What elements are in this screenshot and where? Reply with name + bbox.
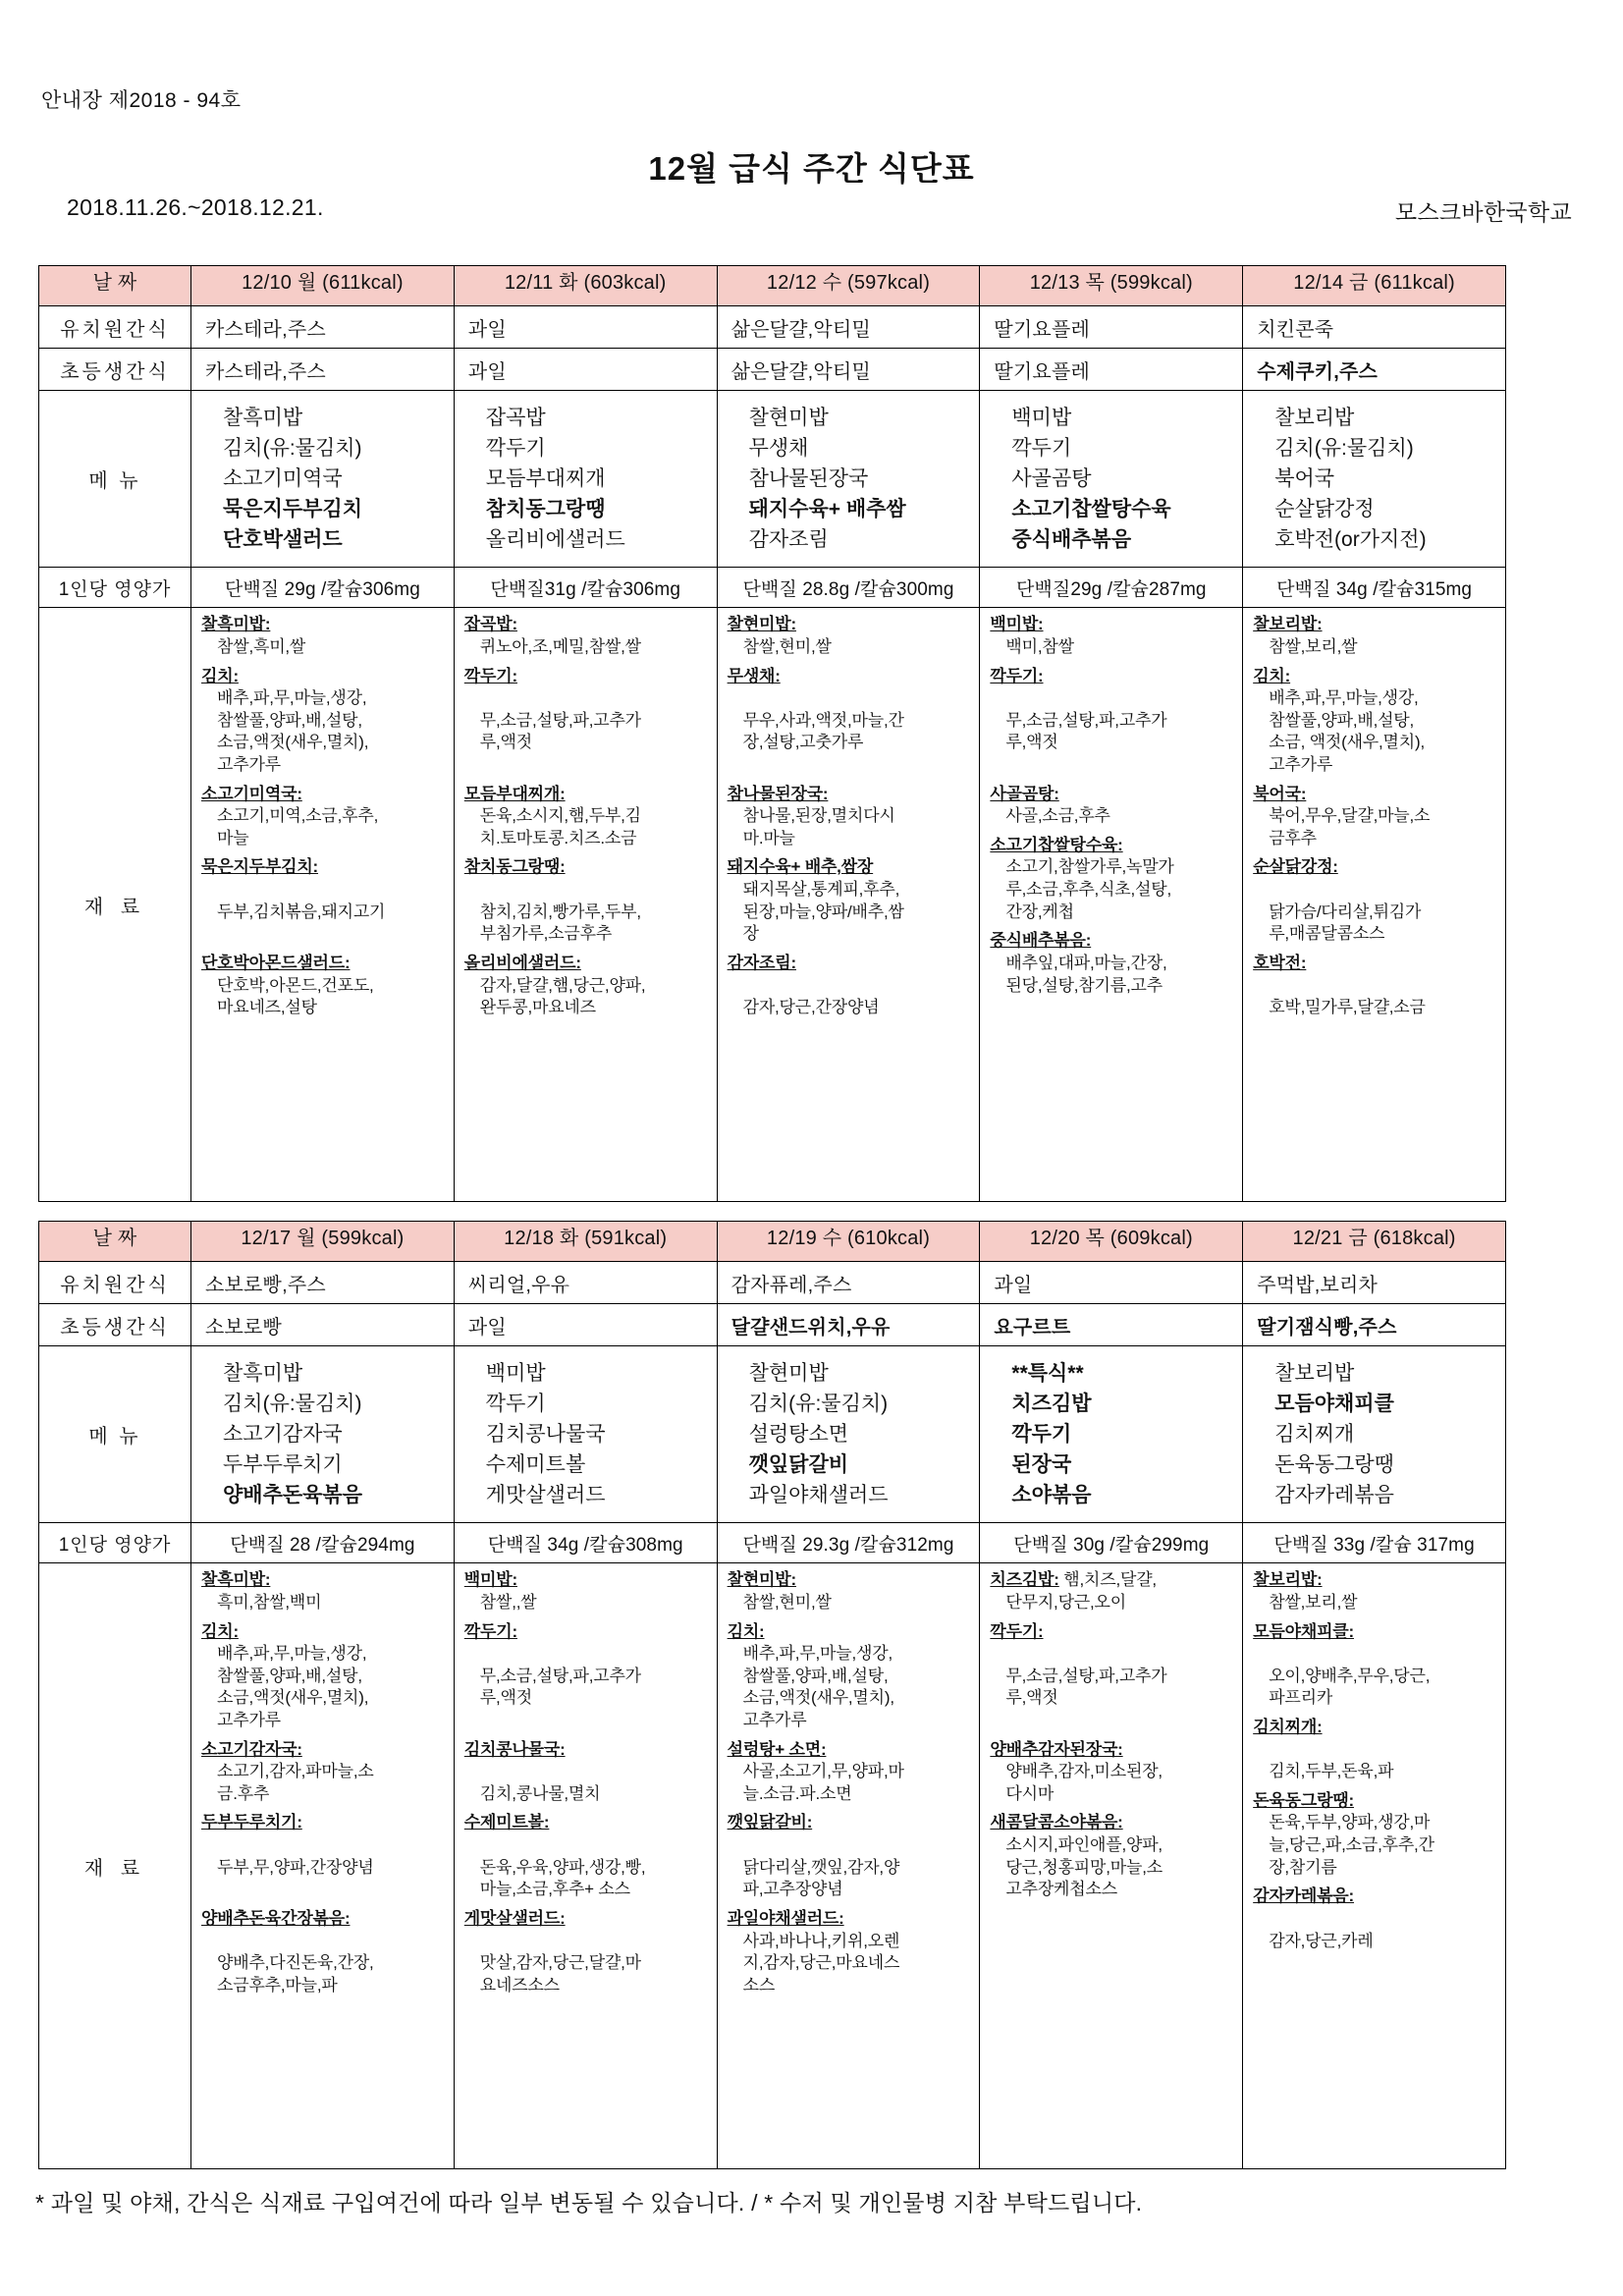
ingredient-items: 김치,두부,돈육,파 <box>1269 1762 1394 1781</box>
ingredient-group <box>990 784 1234 828</box>
ingredient-dish-name: 게맛살샐러드: <box>463 1908 566 1928</box>
ingredient-group <box>464 1739 709 1806</box>
ingredient-group <box>201 953 446 1019</box>
row-label-kinder-snack: 유치원간식 <box>39 306 191 349</box>
menu-item: **특식** <box>1011 1362 1084 1385</box>
ingredient-group <box>464 953 709 1019</box>
menu-item: 찰보리밥 <box>1274 1362 1355 1385</box>
ingredient-dish-name: 묵은지두부김치: <box>201 857 319 877</box>
ingredient-items: 돈육,우육,양파,생강,빵, 마늘,소금,후추+ 소스 <box>479 1857 646 1899</box>
ingredient-items: 사골,소금,후추 <box>1005 806 1110 826</box>
date-header-cell: 12/18 화 (591kcal) <box>454 1222 717 1262</box>
menu-cell <box>980 1346 1243 1523</box>
elem-snack-cell: 수제쿠키,주스 <box>1243 349 1506 391</box>
elem-snack-cell: 딸기요플레 <box>980 349 1243 391</box>
kinder-snack-cell: 딸기요플레 <box>980 306 1243 349</box>
ingredient-group <box>464 614 709 658</box>
ingredient-group <box>728 614 972 658</box>
ingredient-group <box>990 1569 1234 1613</box>
menu-cell <box>191 391 455 568</box>
ingredient-items: 백미,참쌀 <box>1005 637 1074 656</box>
ingredients-row <box>39 608 1506 1202</box>
menu-item: 모듬부대찌개 <box>485 467 606 491</box>
ingredient-group <box>464 784 709 850</box>
ingredient-dish-name: 돈육동그랑땡: <box>1253 1790 1354 1810</box>
ingredient-group <box>1253 1569 1497 1613</box>
ingredient-dish-name: 호박전: <box>1253 953 1307 972</box>
ingredient-items: 참쌀,흑미,쌀 <box>217 637 306 656</box>
date-header-cell: 12/20 목 (609kcal) <box>980 1222 1243 1262</box>
ingredient-dish-name: 김치: <box>201 1621 239 1641</box>
ingredient-dish-name: 김치: <box>201 666 239 685</box>
ingredient-group <box>1253 1790 1497 1879</box>
ingredient-items: 무,소금,설탕,파,고추가 루,액젓 <box>479 710 641 752</box>
menu-item: 찰흑미밥 <box>223 407 303 429</box>
ingredient-items: 북어,무우,달걀,마늘,소 금후추 <box>1269 806 1431 847</box>
row-label-menu: 메 뉴 <box>39 391 191 568</box>
ingredient-dish-name: 중식배추볶음: <box>990 931 1092 951</box>
ingredient-items: 오이,양배추,무우,당근, 파프리카 <box>1269 1666 1431 1708</box>
ingredient-items: 호박,밀가루,달걀,소금 <box>1269 998 1426 1017</box>
date-header-cell: 12/14 금 (611kcal) <box>1243 266 1506 306</box>
kinder-snack-cell: 카스테라,주스 <box>191 306 455 349</box>
ingredient-group <box>1253 1621 1497 1710</box>
ingredient-dish-name: 찰흑미밥: <box>201 1570 271 1590</box>
menu-item: 소고기찹쌀탕수육 <box>1011 498 1171 521</box>
ingredient-items: 참쌀,,쌀 <box>479 1593 537 1612</box>
menu-item: 양배추돈육볶음 <box>223 1484 363 1507</box>
menu-item: 찰현미밥 <box>748 1362 829 1385</box>
ingredient-items: 김치,콩나물,멸치 <box>479 1783 601 1803</box>
page-title: 12월 급식 주간 식단표 <box>648 150 975 187</box>
elem-snack-cell: 달걀샌드위치,우유 <box>717 1304 980 1346</box>
ingredient-dish-name: 순살닭강정: <box>1253 857 1338 877</box>
ingredient-group <box>201 614 446 658</box>
ingredient-dish-name: 양배추감자된장국: <box>990 1739 1123 1759</box>
ingredient-group <box>201 856 446 945</box>
ingredient-inline: 치즈김밥: 햄,치즈,달걀, 단무지,당근,오이 <box>990 1569 1234 1613</box>
kinder-snack-cell: 주먹밥,보리차 <box>1243 1262 1506 1304</box>
menu-item: 김치(유:물김치) <box>748 1393 889 1416</box>
nutrition-cell: 단백질31g /칼슘306mg <box>454 568 717 608</box>
ingredient-group <box>1253 1717 1497 1783</box>
ingredient-group <box>201 1739 446 1806</box>
ingredient-items: 퀴노아,조,메밀,참쌀,쌀 <box>479 637 641 656</box>
ingredient-group <box>728 1739 972 1806</box>
date-header-row <box>39 266 1506 306</box>
ingredients-cell <box>454 608 717 1202</box>
school-name: 모스크바한국학교 <box>1394 199 1572 225</box>
ingredient-items: 소고기,참쌀가루,녹말가 루,소금,후추,식초,설탕, 간장,케첩 <box>1005 857 1174 921</box>
ingredient-dish-name: 찰보리밥: <box>1253 615 1323 634</box>
menu-item: 두부두루치기 <box>223 1453 343 1477</box>
date-header-cell: 12/11 화 (603kcal) <box>454 266 717 306</box>
elem-snack-cell: 카스테라,주스 <box>191 349 455 391</box>
ingredient-group <box>201 666 446 777</box>
ingredient-dish-name: 과일야채샐러드: <box>727 1908 844 1928</box>
kinder-snack-cell: 삶은달걀,악티밀 <box>717 306 980 349</box>
ingredient-group <box>201 1621 446 1732</box>
ingredient-items: 배추,파,무,마늘,생강, 참쌀풀,양파,배,설탕, 소금,액젓(새우,멸치), 고추가루 <box>742 1644 894 1730</box>
ingredient-dish-name: 찰현미밥: <box>727 615 796 634</box>
elem-snack-cell: 과일 <box>454 349 717 391</box>
ingredient-items: 무,소금,설탕,파,고추가 루,액젓 <box>1005 1666 1167 1708</box>
kinder-snack-cell: 과일 <box>454 306 717 349</box>
menu-item: 사골곰탕 <box>1011 467 1092 491</box>
ingredients-cell <box>717 608 980 1202</box>
ingredient-group <box>464 1908 709 1996</box>
date-header-cell: 12/12 수 (597kcal) <box>717 266 980 306</box>
menu-item: 백미밥 <box>1011 407 1072 429</box>
menu-cell <box>980 391 1243 568</box>
menu-item: 돼지수육+ 배추쌈 <box>748 498 906 521</box>
menu-item: 깍두기 <box>485 1393 546 1416</box>
menu-item: 김치(유:물김치) <box>1274 437 1414 461</box>
ingredient-group <box>1253 784 1497 850</box>
menu-item: 소고기미역국 <box>223 467 343 491</box>
ingredient-group <box>728 1621 972 1732</box>
ingredient-items: 두부,김치볶음,돼지고기 <box>217 902 386 921</box>
row-label-elem-snack: 초등생간식 <box>39 1304 191 1346</box>
ingredient-items: 무,소금,설탕,파,고추가 루,액젓 <box>479 1666 641 1708</box>
ingredient-dish-name: 무생채: <box>727 666 781 685</box>
menu-item: 깍두기 <box>1011 1423 1072 1447</box>
menu-cell <box>717 1346 980 1523</box>
kinder-snack-cell: 과일 <box>980 1262 1243 1304</box>
elem-snack-cell: 딸기잼식빵,주스 <box>1243 1304 1506 1346</box>
ingredient-group <box>728 1569 972 1613</box>
week-1-menu-table <box>38 265 1506 1202</box>
ingredient-items: 배추,파,무,마늘,생강, 참쌀풀,양파,배,설탕, 소금, 액젓(새우,멸치), 고추가루 <box>1269 688 1425 775</box>
nutrition-cell: 단백질 29.3g /칼슘312mg <box>717 1523 980 1563</box>
menu-cell <box>1243 391 1506 568</box>
ingredient-items: 단무지,당근,오이 <box>1005 1593 1126 1612</box>
ingredient-dish-name: 설렁탕+ 소면: <box>727 1739 827 1759</box>
ingredient-group <box>1253 614 1497 658</box>
date-range: 2018.11.26.~2018.12.21. <box>67 194 324 220</box>
menu-item: 돈육동그랑땡 <box>1274 1453 1394 1477</box>
menu-item: 올리비에샐러드 <box>485 528 625 552</box>
ingredient-dish-name: 두부두루치기: <box>201 1813 302 1832</box>
date-header-cell: 12/21 금 (618kcal) <box>1243 1222 1506 1262</box>
ingredient-items: 소고기,감자,파마늘,소 금.후추 <box>217 1762 374 1803</box>
ingredient-items: 양배추,감자,미소된장, 다시마 <box>1005 1762 1163 1803</box>
nutrition-cell: 단백질 29g /칼슘306mg <box>191 568 455 608</box>
ingredient-dish-name: 깍두기: <box>990 666 1044 685</box>
menu-item: 단호박샐러드 <box>223 528 343 552</box>
ingredient-items: 감자,당근,간장양념 <box>742 998 880 1017</box>
ingredient-dish-name: 백미밥: <box>990 615 1044 634</box>
row-label-date: 날 짜 <box>39 266 191 306</box>
ingredient-dish-name: 김치: <box>727 1621 765 1641</box>
ingredient-dish-name: 감자조림: <box>727 953 796 972</box>
nutrition-cell: 단백질 28 /칼슘294mg <box>191 1523 455 1563</box>
menu-item: 중식배추볶음 <box>1011 528 1132 552</box>
menu-item: 참치동그랑땡 <box>485 498 606 521</box>
ingredient-items: 배추잎,대파,마늘,간장, 된당,설탕,참기름,고추 <box>1005 953 1167 995</box>
date-header-cell: 12/10 월 (611kcal) <box>191 266 455 306</box>
row-label-nutrition: 1인당 영양가 <box>39 568 191 608</box>
ingredient-items: 흑미,참쌀,백미 <box>217 1593 322 1612</box>
footnote: * 과일 및 야채, 간식은 식재료 구입여건에 따라 일부 변동될 수 있습니다. / * 수저 및 개인물병 지참 부탁드립니다. <box>35 2190 1143 2215</box>
kinder-snack-cell: 치킨콘죽 <box>1243 306 1506 349</box>
ingredient-items: 닭다리살,깻잎,감자,양 파,고추장양념 <box>742 1857 900 1899</box>
menu-item: 김치(유:물김치) <box>223 1393 362 1416</box>
menu-item: 게맛살샐러드 <box>485 1484 606 1507</box>
ingredients-cell <box>980 608 1243 1202</box>
ingredient-items: 배추,파,무,마늘,생강, 참쌀풀,양파,배,설탕, 소금,액젓(새우,멸치), 고추가루 <box>217 688 369 775</box>
kinder-snack-cell: 소보로빵,주스 <box>191 1262 455 1304</box>
nutrition-cell: 단백질29g /칼슘287mg <box>980 568 1243 608</box>
ingredient-group <box>201 1812 446 1900</box>
ingredient-group <box>990 1812 1234 1900</box>
menu-item: 감자조림 <box>748 528 829 552</box>
menu-item: 과일야채샐러드 <box>748 1484 889 1507</box>
menu-item: 찰현미밥 <box>748 407 829 429</box>
kinder-snack-cell: 씨리얼,우유 <box>454 1262 717 1304</box>
ingredient-dish-name: 감자카레볶음: <box>1253 1886 1354 1906</box>
menu-item: 김치콩나물국 <box>485 1423 606 1447</box>
ingredient-dish-name: 김치콩나물국: <box>463 1739 566 1759</box>
ingredient-dish-name: 김치: <box>1253 666 1291 685</box>
date-header-row <box>39 1222 1506 1262</box>
ingredient-items: 닭가슴/다리살,튀김가 루,매콤달콤소스 <box>1269 902 1422 944</box>
ingredient-group <box>1253 856 1497 945</box>
ingredient-dish-name: 김치찌개: <box>1253 1718 1323 1737</box>
ingredient-dish-name: 양배추돈육간장볶음: <box>201 1908 351 1928</box>
ingredient-group <box>990 1621 1234 1732</box>
ingredient-group <box>728 856 972 945</box>
row-label-elem-snack: 초등생간식 <box>39 349 191 391</box>
ingredients-cell <box>191 1563 455 2169</box>
elem-snack-row <box>39 349 1506 391</box>
ingredient-group <box>990 666 1234 777</box>
ingredient-items: 소고기,미역,소금,후추, 마늘 <box>217 806 379 847</box>
menu-item: 수제미트볼 <box>485 1453 586 1477</box>
ingredient-group <box>728 1812 972 1900</box>
ingredient-dish-name: 참치동그랑땡: <box>463 857 566 877</box>
week-2-menu-table <box>38 1221 1506 2169</box>
row-label-ingredients: 재 료 <box>39 608 191 1202</box>
ingredient-items: 참쌀,보리,쌀 <box>1269 1593 1358 1612</box>
menu-cell <box>454 391 717 568</box>
ingredient-items: 사과,바나나,키위,오렌 지,감자,당근,마요네스 소스 <box>742 1931 900 1995</box>
ingredient-items: 배추,파,무,마늘,생강, 참쌀풀,양파,배,설탕, 소금,액젓(새우,멸치), 고추가루 <box>217 1644 369 1730</box>
menu-item: 찰보리밥 <box>1274 407 1355 429</box>
ingredient-group <box>990 614 1234 658</box>
ingredient-dish-name: 잡곡밥: <box>463 615 517 634</box>
ingredient-items: 참쌀,현미,쌀 <box>742 1593 832 1612</box>
menu-row <box>39 391 1506 568</box>
ingredient-dish-name: 깻잎닭갈비: <box>727 1813 813 1832</box>
menu-item: 묵은지두부김치 <box>223 498 363 521</box>
menu-item: 모듬야채피클 <box>1274 1393 1394 1416</box>
menu-item: 깻잎닭갈비 <box>748 1453 849 1477</box>
menu-item: 치즈김밥 <box>1011 1393 1092 1416</box>
row-label-nutrition: 1인당 영양가 <box>39 1523 191 1563</box>
ingredients-cell <box>717 1563 980 2169</box>
ingredient-group <box>201 1908 446 1996</box>
menu-item: 호박전(or가지전) <box>1274 528 1427 552</box>
ingredient-group <box>728 666 972 777</box>
ingredient-items: 돼지목살,통계피,후추, 된장,마늘,양파/배추,쌈 장 <box>742 880 904 944</box>
ingredient-dish-name: 찰흑미밥: <box>201 615 271 634</box>
nutrition-row <box>39 568 1506 608</box>
ingredient-dish-name: 모듬야채피클: <box>1253 1621 1354 1641</box>
ingredient-dish-name: 수제미트볼: <box>463 1813 550 1832</box>
nutrition-cell: 단백질 34g /칼슘308mg <box>454 1523 717 1563</box>
nutrition-cell: 단백질 34g /칼슘315mg <box>1243 568 1506 608</box>
week-1-body <box>39 266 1506 1202</box>
ingredient-group <box>1253 1886 1497 1952</box>
ingredient-items: 참쌀,현미,쌀 <box>742 637 832 656</box>
ingredient-group <box>990 835 1234 923</box>
ingredient-items: 감자,달걀,햄,당근,양파, 완두콩,마요네즈 <box>479 975 646 1017</box>
menu-cell <box>1243 1346 1506 1523</box>
ingredient-dish-name: 백미밥: <box>463 1570 517 1590</box>
ingredient-items: 맛살,감자,당근,달걀,마 요네즈소스 <box>479 1953 641 1995</box>
row-label-ingredients: 재 료 <box>39 1563 191 2169</box>
ingredient-dish-name: 돼지수육+ 배추,쌈장 <box>727 857 874 877</box>
ingredient-items: 소시지,파인애플,양파, 당근,청홍피망,마늘,소 고추장케첩소스 <box>1005 1835 1163 1899</box>
nutrition-row <box>39 1523 1506 1563</box>
week-2-body <box>39 1222 1506 2169</box>
ingredient-dish-name: 소고기미역국: <box>201 784 302 803</box>
ingredient-items: 양배추,다진돈육,간장, 소금후추,마늘,파 <box>217 1953 374 1995</box>
menu-item: 잡곡밥 <box>485 407 546 429</box>
ingredient-group <box>201 784 446 850</box>
ingredient-items: 감자,당근,카레 <box>1269 1931 1374 1950</box>
ingredient-group <box>990 930 1234 997</box>
ingredient-dish-name: 모듬부대찌개: <box>463 784 566 803</box>
menu-item: 무생채 <box>748 437 809 461</box>
ingredients-cell <box>454 1563 717 2169</box>
menu-item: 깍두기 <box>485 437 546 461</box>
nutrition-cell: 단백질 28.8g /칼슘300mg <box>717 568 980 608</box>
menu-cell <box>454 1346 717 1523</box>
menu-item: 소고기감자국 <box>223 1423 343 1447</box>
ingredient-group <box>464 856 709 945</box>
date-header-cell: 12/13 목 (599kcal) <box>980 266 1243 306</box>
ingredient-dish-name: 사골곰탕: <box>990 784 1059 803</box>
menu-cell <box>191 1346 455 1523</box>
menu-item: 참나물된장국 <box>748 467 869 491</box>
menu-item: 북어국 <box>1274 467 1335 491</box>
kinder-snack-row <box>39 306 1506 349</box>
ingredient-items: 참쌀,보리,쌀 <box>1269 637 1358 656</box>
elem-snack-cell: 삶은달걀,악티밀 <box>717 349 980 391</box>
menu-item: 백미밥 <box>485 1362 546 1385</box>
ingredient-items: 무우,사과,액젓,마늘,간 장,설탕,고춧가루 <box>742 710 904 752</box>
row-label-menu: 메 뉴 <box>39 1346 191 1523</box>
ingredient-dish-name: 올리비에샐러드: <box>463 953 581 972</box>
ingredients-cell <box>191 608 455 1202</box>
ingredient-items: 사골,소고기,무,양파,마 늘.소금.파.소면 <box>742 1762 904 1803</box>
menu-item: 된장국 <box>1011 1453 1072 1477</box>
row-label-kinder-snack: 유치원간식 <box>39 1262 191 1304</box>
ingredient-dish-name: 깍두기: <box>463 666 517 685</box>
ingredient-items: 두부,무,양파,간장양념 <box>217 1857 374 1877</box>
ingredient-group <box>464 1812 709 1900</box>
ingredient-dish-name: 새콤달콤소야볶음: <box>990 1813 1123 1832</box>
ingredient-group <box>464 1621 709 1732</box>
ingredient-items: 무,소금,설탕,파,고추가 루,액젓 <box>1005 710 1167 752</box>
elem-snack-cell: 소보로빵 <box>191 1304 455 1346</box>
ingredient-dish-name: 북어국: <box>1253 784 1307 803</box>
ingredient-items: 참치,김치,빵가루,두부, 부침가루,소금후추 <box>479 902 641 944</box>
ingredient-group <box>464 1569 709 1613</box>
ingredients-cell <box>1243 1563 1506 2169</box>
ingredient-group <box>990 1739 1234 1806</box>
ingredient-group <box>464 666 709 777</box>
ingredients-cell <box>1243 608 1506 1202</box>
menu-item: 찰흑미밥 <box>223 1362 303 1385</box>
ingredient-dish-name: 소고기감자국: <box>201 1739 302 1759</box>
menu-item: 김치찌개 <box>1274 1423 1355 1447</box>
menu-item: 김치(유:물김치) <box>223 437 362 461</box>
kinder-snack-row <box>39 1262 1506 1304</box>
menu-item: 순살닭강정 <box>1274 498 1375 521</box>
date-header-cell: 12/19 수 (610kcal) <box>717 1222 980 1262</box>
ingredient-items: 단호박,아몬드,건포도, 마요네즈,설탕 <box>217 975 374 1017</box>
elem-snack-row <box>39 1304 1506 1346</box>
ingredient-group <box>728 953 972 1019</box>
ingredient-dish-name: 깍두기: <box>463 1621 517 1641</box>
ingredient-dish-name: 참나물된장국: <box>727 784 829 803</box>
ingredient-items: 참나물,된장,멸치다시 마.마늘 <box>742 806 895 847</box>
ingredient-group <box>728 784 972 850</box>
kinder-snack-cell: 감자퓨레,주스 <box>717 1262 980 1304</box>
menu-item: 설렁탕소면 <box>748 1423 849 1447</box>
ingredient-group <box>1253 666 1497 777</box>
nutrition-cell: 단백질 30g /칼슘299mg <box>980 1523 1243 1563</box>
menu-cell <box>717 391 980 568</box>
elem-snack-cell: 요구르트 <box>980 1304 1243 1346</box>
ingredient-dish-name: 소고기찹쌀탕수육: <box>990 835 1123 854</box>
ingredient-group <box>201 1569 446 1613</box>
row-label-date: 날 짜 <box>39 1222 191 1262</box>
ingredient-items: 돈육,두부,양파,생강,마 늘,당근,파,소금,후추,간 장,참기름 <box>1269 1813 1434 1877</box>
elem-snack-cell: 과일 <box>454 1304 717 1346</box>
nutrition-cell: 단백질 33g /칼슘 317mg <box>1243 1523 1506 1563</box>
menu-row <box>39 1346 1506 1523</box>
ingredient-items: 돈육,소시지,햄,두부,김 치.토마토콩.치즈.소금 <box>479 806 641 847</box>
ingredient-dish-name: 깍두기: <box>990 1621 1044 1641</box>
ingredient-dish-name: 치즈김밥: <box>990 1570 1059 1590</box>
date-header-cell: 12/17 월 (599kcal) <box>191 1222 455 1262</box>
ingredient-dish-name: 찰현미밥: <box>727 1570 796 1590</box>
ingredients-row <box>39 1563 1506 2169</box>
document-number: 안내장 제2018 - 94호 <box>41 89 242 112</box>
menu-item: 감자카레볶음 <box>1274 1484 1394 1507</box>
ingredient-group <box>1253 953 1497 1019</box>
menu-item: 깍두기 <box>1011 437 1072 461</box>
menu-item: 소야볶음 <box>1011 1484 1092 1507</box>
ingredient-group <box>728 1908 972 1996</box>
ingredient-dish-name: 단호박아몬드샐러드: <box>201 953 351 972</box>
ingredient-dish-name: 찰보리밥: <box>1253 1570 1323 1590</box>
ingredients-cell <box>980 1563 1243 2169</box>
